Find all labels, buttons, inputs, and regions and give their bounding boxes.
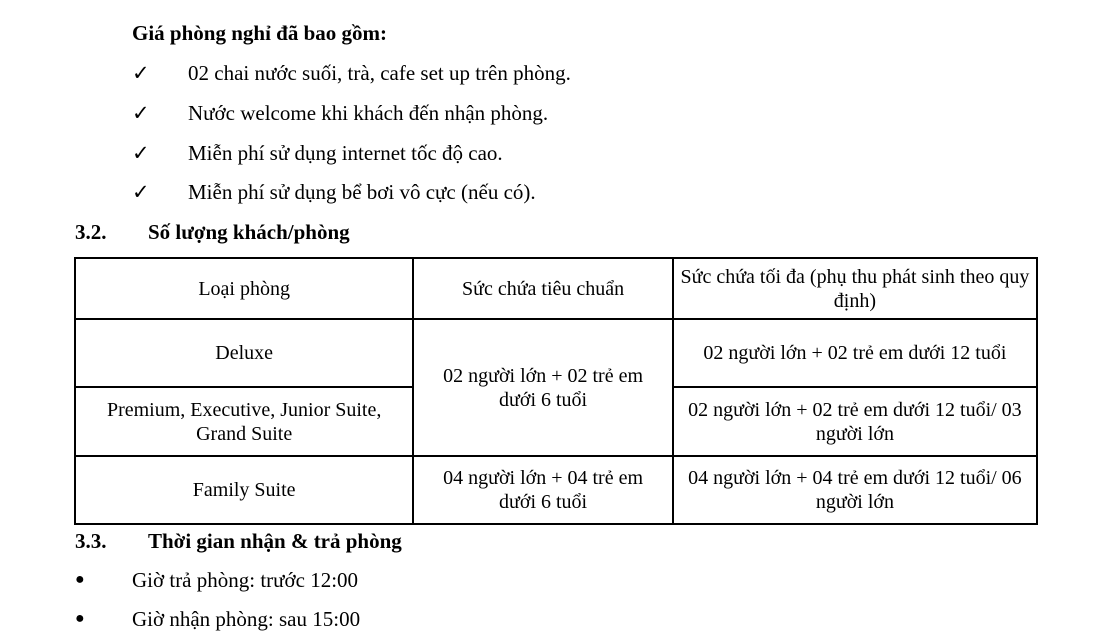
section-number: 3.3. [75, 529, 107, 553]
included-item: Miễn phí sử dụng bể bơi vô cực (nếu có). [188, 180, 536, 204]
section-title: Số lượng khách/phòng [148, 220, 350, 244]
header-cell: Sức chứa tối đa (phụ thu phát sinh theo quy định) [673, 258, 1037, 319]
table-row [75, 319, 1037, 387]
checkout-time: Giờ trả phòng: trước 12:00 [132, 568, 359, 592]
check-icon: ✓ [132, 101, 150, 125]
included-item: Nước welcome khi khách đến nhận phòng. [188, 101, 549, 125]
bullet-icon: ● [75, 610, 85, 627]
max-capacity-cell: 04 người lớn + 04 trẻ em dưới 12 tuổi/ 06 người lớn [673, 456, 1037, 524]
standard-capacity-cell: 04 người lớn + 04 trẻ em dưới 6 tuổi [413, 456, 673, 524]
check-icon: ✓ [132, 141, 150, 165]
bullet-icon: ● [75, 571, 85, 588]
max-capacity-cell: 02 người lớn + 02 trẻ em dưới 12 tuổi [673, 319, 1037, 387]
included-item: Miễn phí sử dụng internet tốc độ cao. [188, 141, 503, 165]
room-type-cell: Family Suite [75, 456, 413, 524]
header-cell: Loại phòng [75, 258, 413, 319]
table-header-row [75, 258, 1037, 319]
table-row [75, 456, 1037, 524]
section-number: 3.2. [75, 220, 107, 244]
header-cell: Sức chứa tiêu chuẩn [413, 258, 673, 319]
checkin-time: Giờ nhận phòng: sau 15:00 [132, 607, 361, 631]
check-icon: ✓ [132, 61, 150, 85]
room-type-cell: Premium, Executive, Junior Suite, Grand Suite [75, 387, 413, 456]
included-item: 02 chai nước suối, trà, cafe set up trên phòng. [188, 61, 571, 85]
section-title: Thời gian nhận & trả phòng [148, 529, 402, 553]
max-capacity-cell: 02 người lớn + 02 trẻ em dưới 12 tuổi/ 03 người lớn [673, 387, 1037, 456]
check-icon: ✓ [132, 180, 150, 204]
capacity-table [74, 257, 1038, 525]
room-type-cell: Deluxe [75, 319, 413, 387]
standard-capacity-cell: 02 người lớn + 02 trẻ em dưới 6 tuổi [413, 319, 673, 456]
included-heading: Giá phòng nghỉ đã bao gồm: [132, 21, 387, 45]
